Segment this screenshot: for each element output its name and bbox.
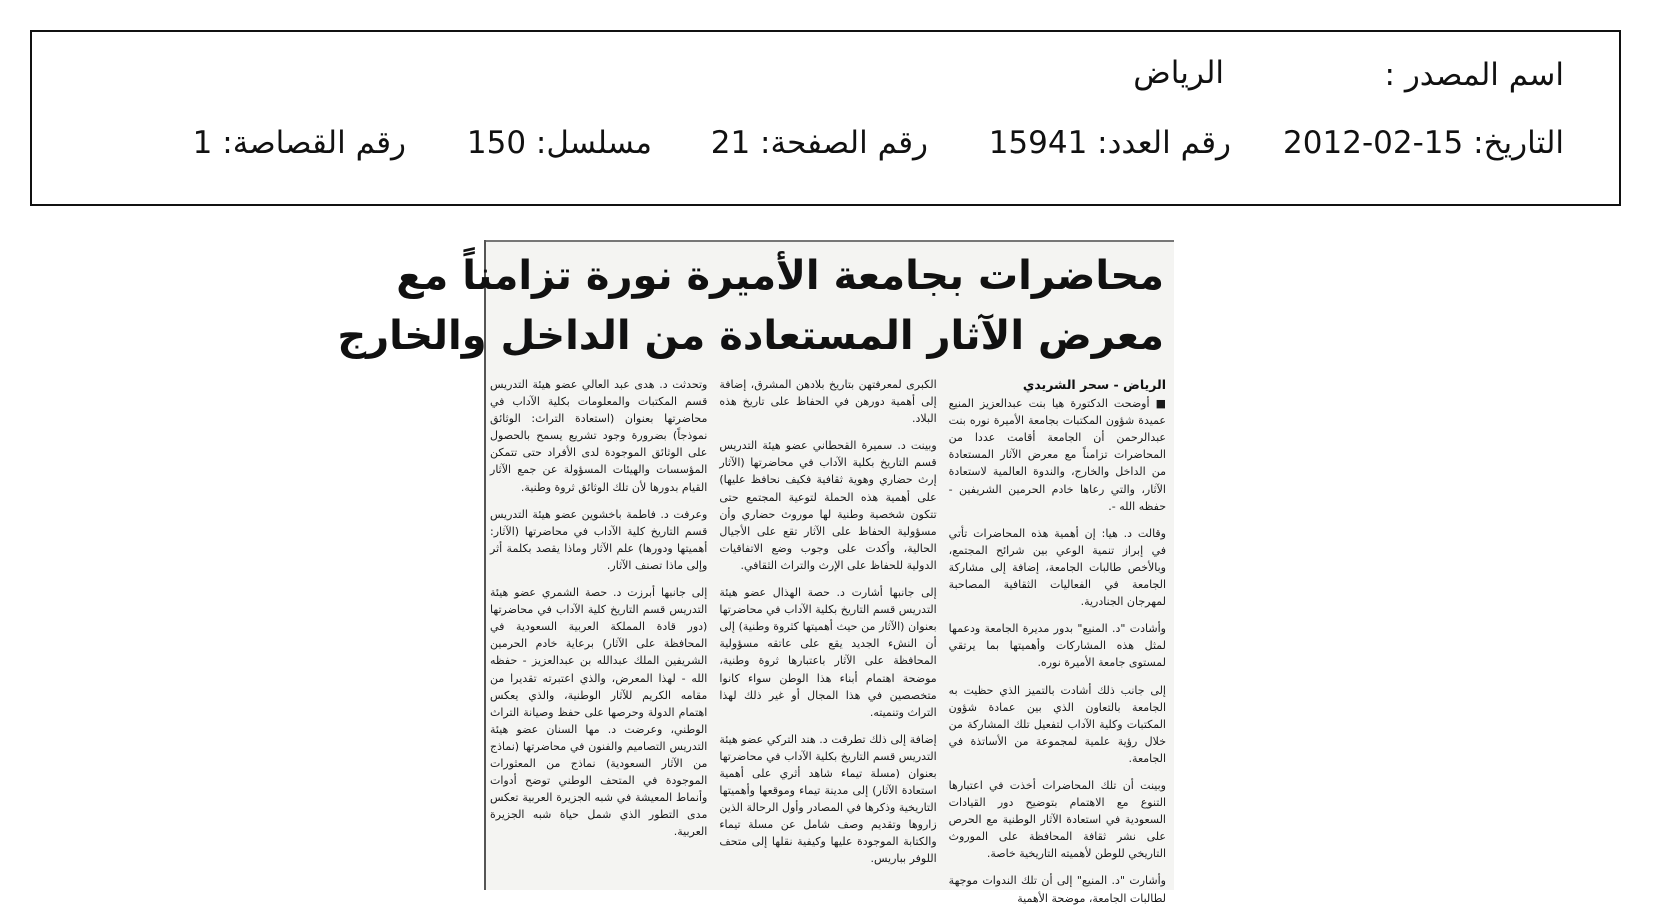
- paragraph: إضافة إلى ذلك تطرقت د. هند التركي عضو هيئة التدريس قسم التاريخ بكلية الآداب في محاضرتها بعنوان (مسلة تيماء شاهد أثري على أهمية استعادة الآثار) إلى مدينة تيماء وموقعها وأهميتها التاريخية وذكرها في المصادر وأول الرحالة الذين زاروها وتقديم وصف شامل عن مسلة تيماء والكتابة الموجودة عليها وكيفية نقلها إلى متحف اللوفر بباريس.: [719, 732, 937, 866]
- article-columns: [490, 376, 1166, 905]
- paragraph: إلى جانبها أبرزت د. حصة الشمري عضو هيئة التدريس قسم التاريخ كلية الآداب في محاضرتها (دور قادة المملكة العربية السعودية في المحافظة على الآثار) برعاية خادم الحرمين الشريفين الملك عبدالله بن عبدالعزيز - حفظه الله - لهذا المعرض، والذي اعتبرته تقديرا من مقامه الكريم للآثار الوطنية، والذي يعكس اهتمام الدولة وحرصها على حفظ وصيانة التراث الوطني، وعرضت د. مها السنان عضو هيئة التدريس التصاميم والفنون في محاضرتها (نماذج من الآثار السعودية) نماذج من المعثورات الموجودة في المتحف الوطني توضح أدوات وأنماط المعيشة في شبه الجزيرة العربية تعكس مدى التطور الذي شمل حياة شبه الجزيرة العربية.: [490, 586, 708, 839]
- article-column-2: [719, 376, 936, 884]
- serial-field: مسلسل: 150: [466, 125, 652, 161]
- paragraph: إلى جانب ذلك أشادت بالتميز الذي حظيت به الجامعة بالتعاون الذي بين عمادة شؤون المكتبات وكلية الآداب لتفعيل تلك المشاركة من خلال رؤية علمية لمجموعة من الأساتذة في الجامعة.: [948, 683, 1166, 765]
- paragraph: وأشارت "د. المنيع" إلى أن تلك الندوات موجهة لطالبات الجامعة، موضحة الأهمية: [948, 874, 1166, 905]
- byline: الرياض - سحر الشريدي: [1022, 377, 1166, 392]
- source-value: الرياض: [1133, 55, 1224, 91]
- clipping-top-edge: [484, 240, 1174, 242]
- headline-line-1: محاضرات بجامعة الأميرة نورة تزامناً مع: [396, 253, 1164, 299]
- paragraph: إلى جانبها أشارت د. حصة الهذال عضو هيئة التدريس قسم التاريخ بكلية الآداب في محاضرتها بعنوان (الآثار من حيث أهميتها كثروة وطنية) إلى أن النشء الجديد يقع على عاتقه مسؤولية المحافظة على الآثار باعتبارها ثروة وطنية، موضحة اهتمام أبناء هذا الوطن سواء كانوا متخصصين في هذا المجال أو غير ذلك لهذا التراث وتنميته.: [719, 586, 937, 719]
- clip-number-field: رقم القصاصة: 1: [192, 125, 406, 161]
- paragraph: وأشادت "د. المنيع" بدور مديرة الجامعة ودعمها لمثل هذه المشاركات وأهميتها بما يرتقي لمستوى جامعة الأميرة نوره.: [948, 622, 1166, 670]
- source-label: اسم المصدر :: [1384, 57, 1564, 93]
- paragraph: وبينت أن تلك المحاضرات أخذت في اعتبارها التنوع مع الاهتمام بتوضيح دور القيادات السعودية في استعادة الآثار الوطنية مع الحرص على نشر ثقافة المحافظة على الموروث التاريخي للوطن لأهميته التاريخية خاصة.: [948, 778, 1166, 861]
- paragraph: الكبرى لمعرفتهن بتاريخ بلادهن المشرق، إضافة إلى أهمية دورهن في الحفاظ على تاريخ هذه البلاد.: [719, 378, 937, 426]
- paragraph: ■ أوضحت الدكتورة هيا بنت عبدالعزيز المنيع عميدة شؤون المكتبات بجامعة الأميرة نوره بنت عبدالرحمن أن الجامعة أقامت عددا من المحاضرات تزامناً مع معرض الآثار المستعادة من الداخل والخارج، والندوة العالمية لاستعادة الآثار، والتي رعاها خادم الحرمين الشريفين - حفظه الله -.: [948, 397, 1166, 513]
- page-number-field: رقم الصفحة: 21: [710, 125, 928, 161]
- paragraph: وقالت د. هيا: إن أهمية هذه المحاضرات تأتي في إبراز تنمية الوعي بين شرائح المجتمع، وبالأخص طالبات الجامعة، إضافة إلى مشاركة الجامعة في الفعاليات الثقافية المصاحبة لمهرجان الجنادرية.: [948, 526, 1166, 609]
- paragraph: وبينت د. سميرة القحطاني عضو هيئة التدريس قسم التاريخ بكلية الآداب في محاضرتها (الآثار إرث حضاري وهوية ثقافية فكيف نحافظ عليها) على أهمية هذه الحملة لتوعية المجتمع حتى تتكون شخصية وطنية لها موروث حضاري وأن مسؤولية الحفاظ على الآثار تقع على الأجيال الحالية، وأكدت على وجوب وضع الاتفاقيات الدولية للحفاظ على الإرث والتراث الثقافي.: [719, 439, 937, 572]
- clipping-metadata-box: [30, 30, 1621, 206]
- headline-line-2: معرض الآثار المستعادة من الداخل والخارج: [337, 313, 1164, 359]
- article-column-1: [948, 376, 1166, 905]
- newspaper-clipping: [337, 240, 1174, 905]
- issue-number-field: رقم العدد: 15941: [988, 125, 1231, 161]
- article-column-3: [490, 376, 707, 884]
- paragraph: وعرفت د. فاطمة باخشوين عضو هيئة التدريس قسم التاريخ كلية الآداب في محاضرتها (الآثار: أهميتها ودورها) علم الآثار وماذا يقصد بكلمة أثر وإلى ماذا تصنف الآثار.: [490, 507, 708, 572]
- paragraph: وتحدثت د. هدى عبد العالي عضو هيئة التدريس قسم المكتبات والمعلومات بكلية الآداب في محاضرتها بعنوان (استعادة التراث: الوثائق نموذجاً) بضرورة وجود تشريع يسمح بالحصول على الوثائق الموجودة لدى الأفراد حتى تتمكن المؤسسات والهيئات المسؤولة عن جمع الآثار القيام بدورها لأن تلك الوثائق ثروة وطنية.: [490, 378, 708, 494]
- date-field: التاريخ: 15-02-2012: [1283, 125, 1564, 161]
